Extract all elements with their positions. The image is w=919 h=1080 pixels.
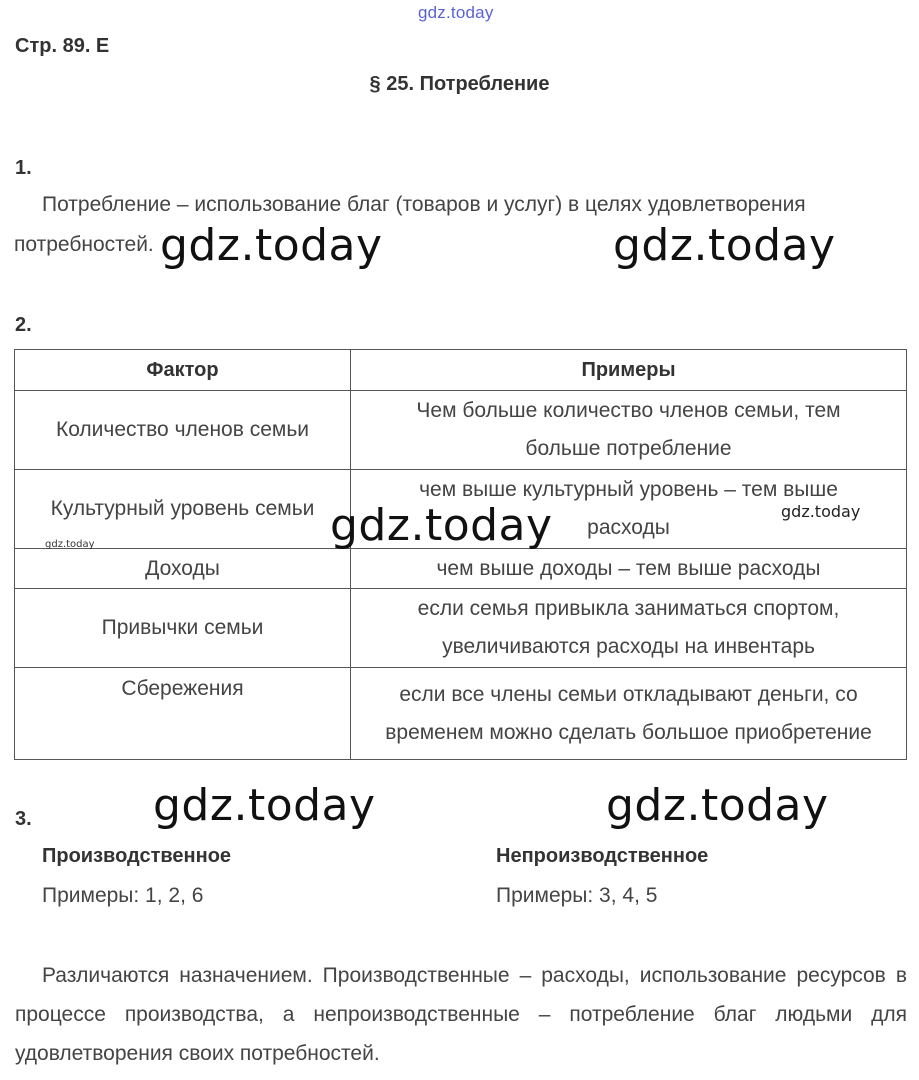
example-line: Чем больше количество членов семьи, тем: [416, 399, 841, 422]
column-header-factor: Фактор: [15, 350, 351, 391]
example-cell: чем выше доходы – тем выше расходы: [351, 549, 907, 589]
table-row: [15, 549, 907, 589]
column-header-examples: Примеры: [351, 350, 907, 391]
watermark-5: gdz.today: [606, 780, 829, 831]
factor-cell: Доходы: [15, 549, 351, 589]
example-line: больше потребление: [525, 437, 732, 460]
example-cell: [351, 589, 907, 668]
example-cell: [351, 668, 907, 760]
table-row: [15, 589, 907, 668]
task-3-paragraph: Различаются назначением. Производственные – расходы, использование ресурсов в процессе производства, а непроизводственные – потребление благ людьми для удовлетворения своих потребностей.: [15, 964, 907, 1065]
watermark-tiny: gdz.today: [45, 539, 95, 550]
example-cell: [351, 391, 907, 470]
task-1-number: 1.: [15, 157, 32, 179]
task-1-definition-line2: потребностей.: [14, 233, 154, 256]
section-title: § 25. Потребление: [369, 73, 550, 95]
example-line: чем выше культурный уровень – тем выше: [419, 478, 838, 501]
watermark-2: gdz.today: [613, 220, 836, 271]
non-production-title: Непроизводственное: [496, 845, 709, 867]
task-3-number: 3.: [15, 808, 32, 830]
factor-cell: Количество членов семьи: [15, 391, 351, 470]
example-line: временем можно сделать большое приобретение: [385, 720, 872, 744]
watermark-3: gdz.today: [330, 500, 553, 551]
production-title: Производственное: [42, 845, 232, 867]
watermark-4: gdz.today: [153, 780, 376, 831]
watermark-top: gdz.today: [418, 3, 494, 22]
factors-table: [14, 349, 907, 760]
table-row: [15, 391, 907, 470]
task-1-definition-line1: Потребление – использование благ (товаров и услуг) в целях удовлетворения: [42, 193, 806, 216]
factor-cell: Сбережения: [15, 668, 351, 760]
task-2-number: 2.: [15, 314, 32, 336]
table-row: [15, 668, 907, 760]
production-examples: Примеры: 1, 2, 6: [42, 884, 204, 907]
example-line: увеличиваются расходы на инвентарь: [442, 635, 815, 658]
page-reference: Стр. 89. Е: [15, 35, 110, 57]
example-line: расходы: [587, 516, 670, 539]
watermark-small: gdz.today: [781, 502, 861, 521]
example-line: если семья привыкла заниматься спортом,: [417, 597, 840, 620]
table-header-row: [15, 350, 907, 391]
factor-cell: Культурный уровень семьи: [15, 470, 351, 549]
non-production-examples: Примеры: 3, 4, 5: [496, 884, 658, 907]
factor-cell: Привычки семьи: [15, 589, 351, 668]
watermark-1: gdz.today: [160, 220, 383, 271]
example-line: если все члены семьи откладывают деньги, со: [399, 682, 858, 706]
